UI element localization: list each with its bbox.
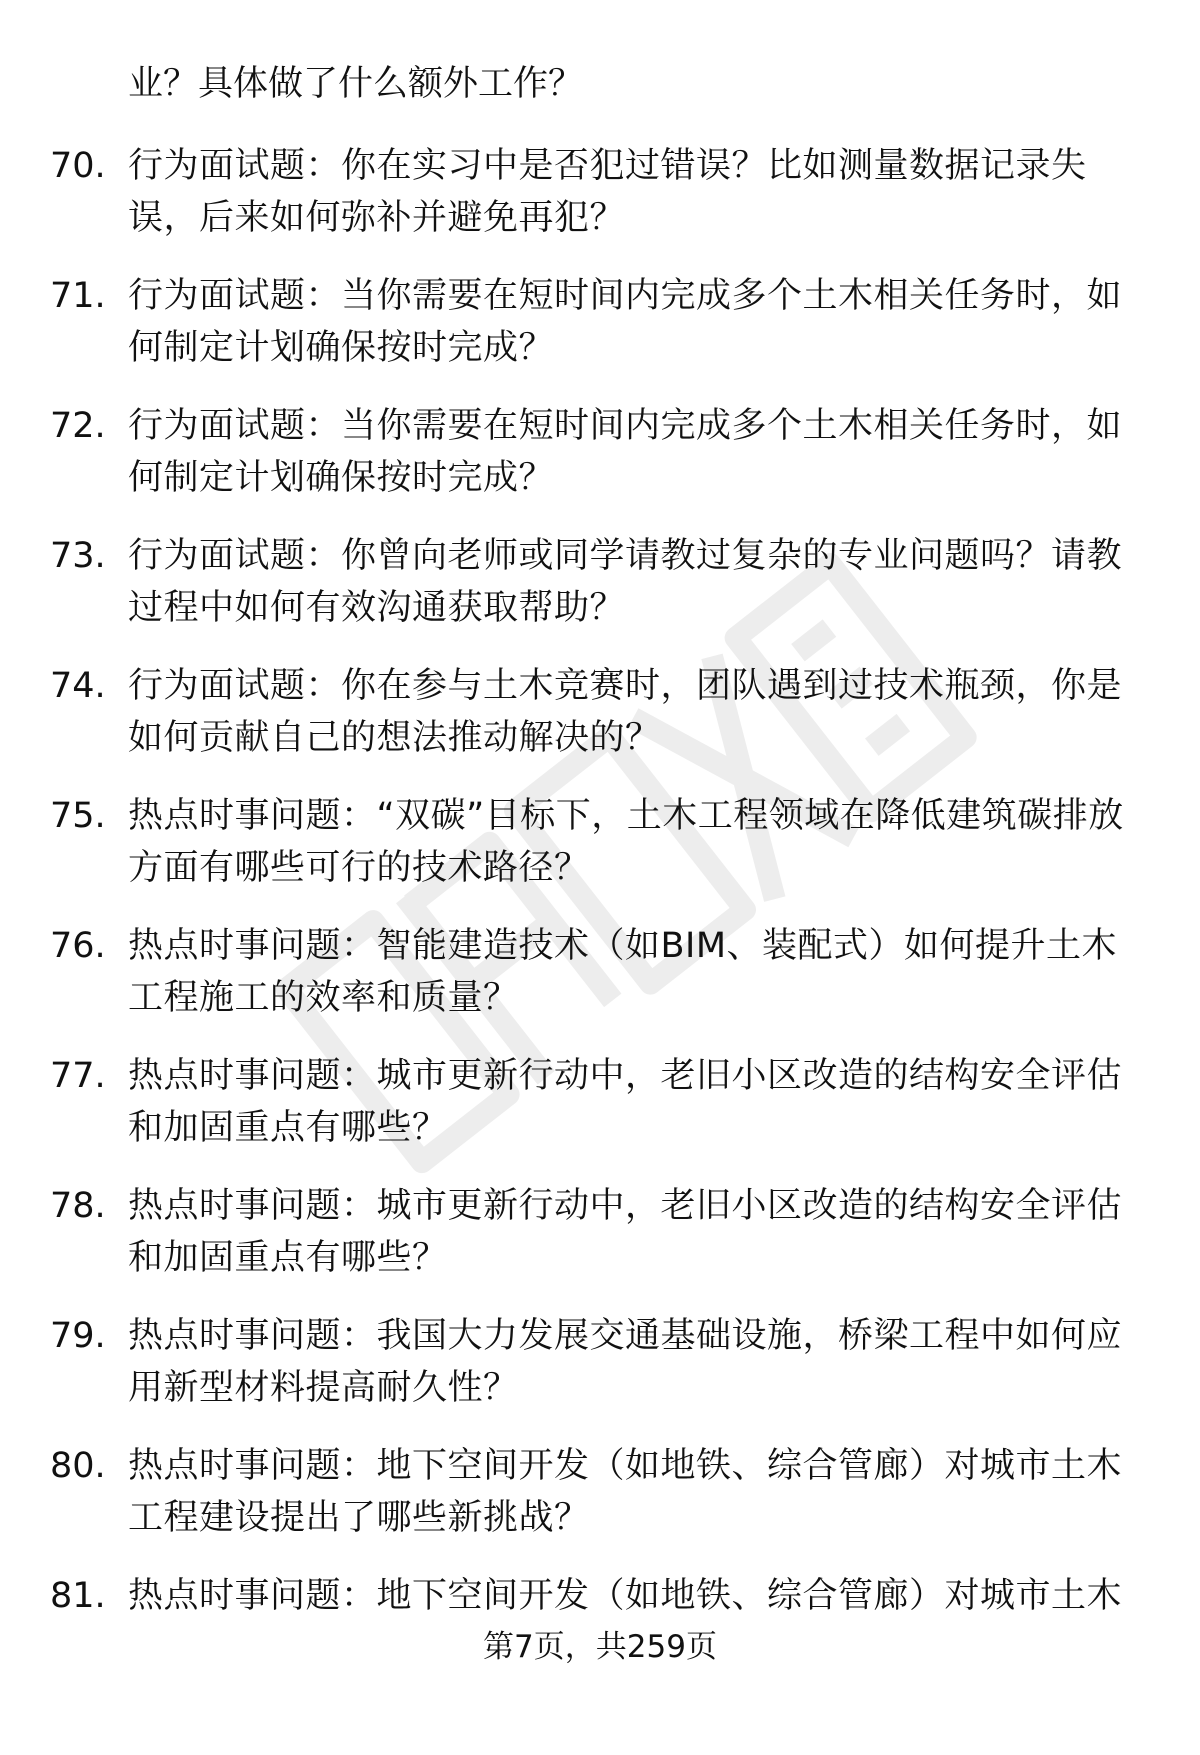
question-number: 79. (50, 1316, 106, 1356)
list-item (0, 400, 1200, 530)
list-item (0, 1440, 1200, 1570)
question-number: 74. (50, 666, 106, 706)
list-item (0, 790, 1200, 920)
question-number: 75. (50, 796, 106, 836)
question-text: 热点时事问题：地下空间开发（如地铁、综合管廊）对城市土木 (128, 1576, 1123, 1616)
list-item (0, 530, 1200, 660)
page-footer: 第7页，共259页 (483, 1629, 717, 1665)
question-text: 热点时事问题：城市更新行动中，老旧小区改造的结构安全评估和加固重点有哪些？ (128, 1056, 1123, 1148)
question-number: 72. (50, 406, 106, 446)
list-item (0, 660, 1200, 790)
question-text: 行为面试题：当你需要在短时间内完成多个土木相关任务时，如何制定计划确保按时完成？ (128, 276, 1123, 368)
question-number: 73. (50, 536, 106, 576)
continuation-text: 业？具体做了什么额外工作？ (128, 64, 584, 104)
list-item (0, 1050, 1200, 1180)
list-item (0, 1180, 1200, 1310)
question-text: 热点时事问题：地下空间开发（如地铁、综合管廊）对城市土木工程建设提出了哪些新挑战？ (128, 1446, 1123, 1538)
list-item (0, 270, 1200, 400)
list-item (0, 1310, 1200, 1440)
list-item (0, 140, 1200, 270)
question-number: 71. (50, 276, 106, 316)
question-number: 77. (50, 1056, 106, 1096)
question-number: 78. (50, 1186, 106, 1226)
question-text: 行为面试题：当你需要在短时间内完成多个土木相关任务时，如何制定计划确保按时完成？ (128, 406, 1123, 498)
question-list (0, 140, 1200, 1700)
question-text: 行为面试题：你在实习中是否犯过错误？比如测量数据记录失误，后来如何弥补并避免再犯？ (128, 146, 1087, 238)
question-number: 81. (50, 1576, 106, 1616)
question-number: 76. (50, 926, 106, 966)
question-text: 行为面试题：你在参与土木竞赛时，团队遇到过技术瓶颈，你是如何贡献自己的想法推动解决的？ (128, 666, 1123, 758)
question-text: 热点时事问题：城市更新行动中，老旧小区改造的结构安全评估和加固重点有哪些？ (128, 1186, 1123, 1278)
question-text: 热点时事问题：我国大力发展交通基础设施，桥梁工程中如何应用新型材料提高耐久性？ (128, 1316, 1123, 1408)
question-text: 热点时事问题：智能建造技术（如BIM、装配式）如何提升土木工程施工的效率和质量？ (128, 926, 1118, 1018)
list-item (0, 920, 1200, 1050)
question-text: 行为面试题：你曾向老师或同学请教过复杂的专业问题吗？请教过程中如何有效沟通获取帮助？ (128, 536, 1123, 628)
question-text: 热点时事问题：“双碳”目标下，土木工程领域在降低建筑碳排放方面有哪些可行的技术路径？ (128, 796, 1124, 888)
question-number: 80. (50, 1446, 106, 1486)
question-number: 70. (50, 146, 106, 186)
